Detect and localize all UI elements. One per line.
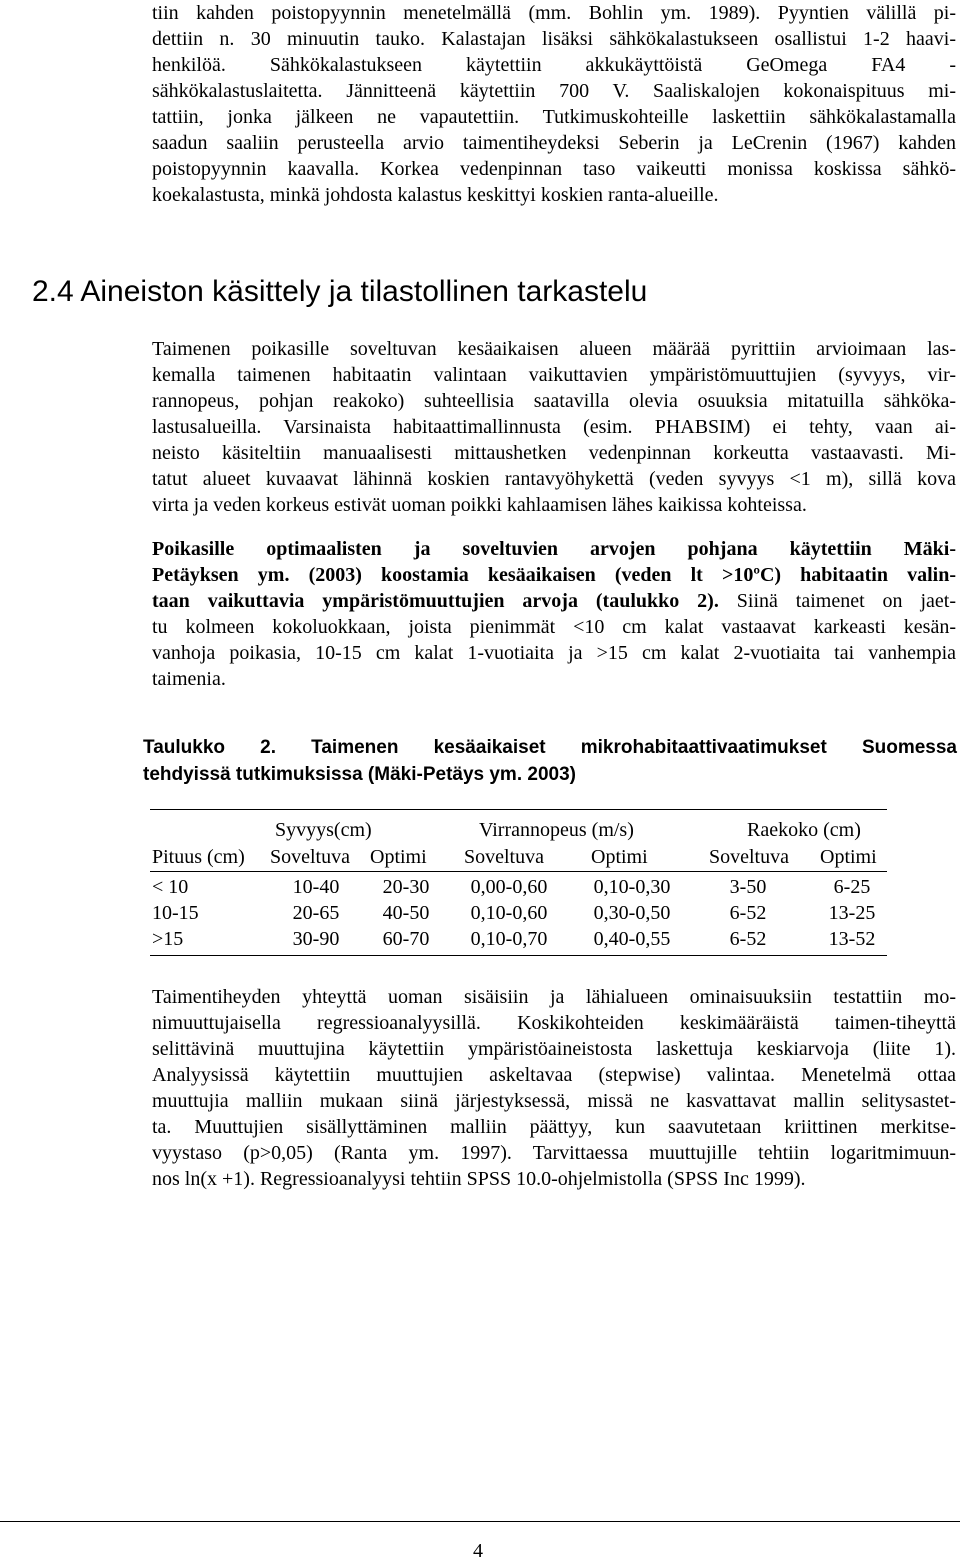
table-group-header: Virrannopeus (m/s) <box>479 819 634 841</box>
table-cell: 20-30 <box>382 876 430 898</box>
table-cell: 6-52 <box>729 902 767 924</box>
text-line: tatut alueet kuvaavat lähinnä koskien rantavyöhykettä (veden syvyys <1 m), sillä kova <box>152 468 956 490</box>
table-cell: < 10 <box>152 876 189 898</box>
table-column-header: Soveltuva <box>270 846 350 868</box>
table-cell: 10-40 <box>292 876 340 898</box>
table-cell: 0,10-0,70 <box>470 928 548 950</box>
text-line: nos ln(x +1). Regressioanalyysi tehtiin SPSS 10.0-ohjelmistolla (SPSS Inc 1999). <box>152 1168 806 1190</box>
table-cell: 60-70 <box>382 928 430 950</box>
text-line <box>152 536 956 562</box>
table-cell: 6-52 <box>729 928 767 950</box>
text-line <box>152 588 956 614</box>
paragraph-electrofishing <box>152 0 956 208</box>
text-line: henkilöä. Sähkökalastukseen käytettiin akkukäyttöistä GeOmega FA4 - <box>152 54 956 76</box>
table-cell: 13-52 <box>828 928 876 950</box>
table-cell: 0,10-0,30 <box>593 876 671 898</box>
text-line: taimenia. <box>152 668 226 690</box>
table-top-rule <box>150 809 887 810</box>
text-line: tattiin, jonka jälkeen ne vapautettiin. Tutkimuskohteille laskettiin sähkökalastamalla <box>152 106 956 128</box>
table-group-header: Syvyys(cm) <box>275 819 372 841</box>
text-line: dettiin n. 30 minuutin tauko. Kalastajan lisäksi sähkökalastukseen osallistui 1-2 haavi- <box>152 28 956 50</box>
text-line: Taimentiheyden yhteyttä uoman sisäisiin ja lähialueen ominaisuuksiin testattiin mo- <box>152 986 956 1008</box>
table-cell: 6-25 <box>833 876 871 898</box>
text-line: saadun saaliin perusteella arvio taimentiheydeksi Seberin ja LeCrenin (1967) kahden <box>152 132 956 154</box>
text-line: ta. Muuttujien sisällyttäminen malliin päättyy, kun saavutetaan kriittinen merkitse- <box>152 1116 956 1138</box>
text-line: tu kolmeen kokoluokkaan, joista pienimmät <10 cm kalat vastaavat karkeasti kesän- <box>152 616 956 638</box>
text-line: muuttujia malliin mukaan siinä järjestyksessä, missä ne kasvattavat mallin selitysastet- <box>152 1090 956 1112</box>
table-header-rule <box>150 871 887 872</box>
table-cell: 10-15 <box>152 902 199 924</box>
table-cell: 0,40-0,55 <box>593 928 671 950</box>
table-column-header: Pituus (cm) <box>152 846 245 868</box>
text-line: rannopeus, pohjan reakoko) suhteellisia saatavilla olevia osuuksia mitatuilla sähköka- <box>152 390 956 412</box>
text-span: Siinä taimenet on jaet- <box>718 590 957 612</box>
text-line: Analyysissä käytettiin muuttujien askeltavaa (stepwise) valintaa. Menetelmä ottaa <box>152 1064 956 1086</box>
text-line: vyystaso (p>0,05) (Ranta ym. 1997). Tarvittaessa muuttujille tehtiin logaritmimuun- <box>152 1142 956 1164</box>
table-cell: 3-50 <box>729 876 767 898</box>
text-line: poistopyynnin kaavalla. Korkea vedenpinnan taso vaikeutti monissa koskissa sähkö- <box>152 158 956 180</box>
bold-text: taan vaikuttavia ympäristömuuttujien arvoja (taulukko 2). <box>152 590 719 612</box>
text-line <box>152 562 956 588</box>
table-cell: 30-90 <box>292 928 340 950</box>
paragraph-optimal-values <box>152 536 956 692</box>
caption-line: tehdyissä tutkimuksissa (Mäki-Petäys ym. 2003) <box>143 764 576 785</box>
table-caption <box>143 734 957 788</box>
bold-text: Poikasille optimaalisten ja soveltuvien arvojen pohjana käytettiin Mäki- <box>152 538 956 560</box>
text-line: tiin kahden poistopyynnin menetelmällä (mm. Bohlin ym. 1989). Pyyntien välillä pi- <box>152 2 956 24</box>
text-line: virta ja veden korkeus estivät uoman poikki kahlaamisen lähes kaikissa kohteissa. <box>152 494 807 516</box>
text-line: Taimenen poikasille soveltuvan kesäaikaisen alueen määrää pyrittiin arvioimaan las- <box>152 338 956 360</box>
text-line: selittävinä muuttujina käytettiin ympäristöaineistosta laskettuja keskiarvoja (liite 1). <box>152 1038 956 1060</box>
table-group-header: Raekoko (cm) <box>747 819 861 841</box>
table-cell: >15 <box>152 928 184 950</box>
text-line: vanhoja poikasia, 10-15 cm kalat 1-vuotiaita ja >15 cm kalat 2-vuotiaita tai vanhempia <box>152 642 956 664</box>
text-line: sähkökalastuslaitetta. Jännitteenä käytettiin 700 V. Saaliskalojen kokonaispituus mi- <box>152 80 956 102</box>
table-bottom-rule <box>150 955 887 956</box>
table-column-header: Optimi <box>591 846 648 868</box>
section-heading: 2.4 Aineiston käsittely ja tilastollinen tarkastelu <box>32 275 648 308</box>
table-column-header: Optimi <box>370 846 427 868</box>
table-cell: 0,10-0,60 <box>470 902 548 924</box>
table-column-header: Optimi <box>820 846 877 868</box>
text-line: lastusalueilla. Varsinaista habitaattimallinnusta (esim. PHABSIM) ei tehty, vaan ai- <box>152 416 956 438</box>
text-line: koekalastusta, minkä johdosta kalastus keskittyi koskien ranta-alueille. <box>152 184 719 206</box>
table-cell: 13-25 <box>828 902 876 924</box>
table-column-header: Soveltuva <box>464 846 544 868</box>
table-column-header: Soveltuva <box>709 846 789 868</box>
text-line: nimuuttujaisella regressioanalyysillä. Koskikohteiden keskimääräistä taimen-tiheyttä <box>152 1012 956 1034</box>
bold-text: Petäyksen ym. (2003) koostamia kesäaikaisen (veden lt >10ºC) habitaatin valin- <box>152 564 956 586</box>
footer-rule <box>0 1521 960 1522</box>
table-cell: 0,00-0,60 <box>470 876 548 898</box>
text-line: neisto käsiteltiin manuaalisesti mittaushetken vedenpinnan korkeutta vastaavasti. Mi- <box>152 442 956 464</box>
table-cell: 20-65 <box>292 902 340 924</box>
page-number: 4 <box>473 1540 483 1562</box>
text-line: kemalla taimenen habitaatin valintaan vaikuttavien ympäristömuuttujien (syvyys, vir- <box>152 364 956 386</box>
paragraph-regression <box>152 984 956 1192</box>
paragraph-habitat <box>152 336 956 518</box>
caption-line: Taulukko 2. Taimenen kesäaikaiset mikrohabitaattivaatimukset Suomessa <box>143 737 957 758</box>
table-cell: 40-50 <box>382 902 430 924</box>
table-cell: 0,30-0,50 <box>593 902 671 924</box>
